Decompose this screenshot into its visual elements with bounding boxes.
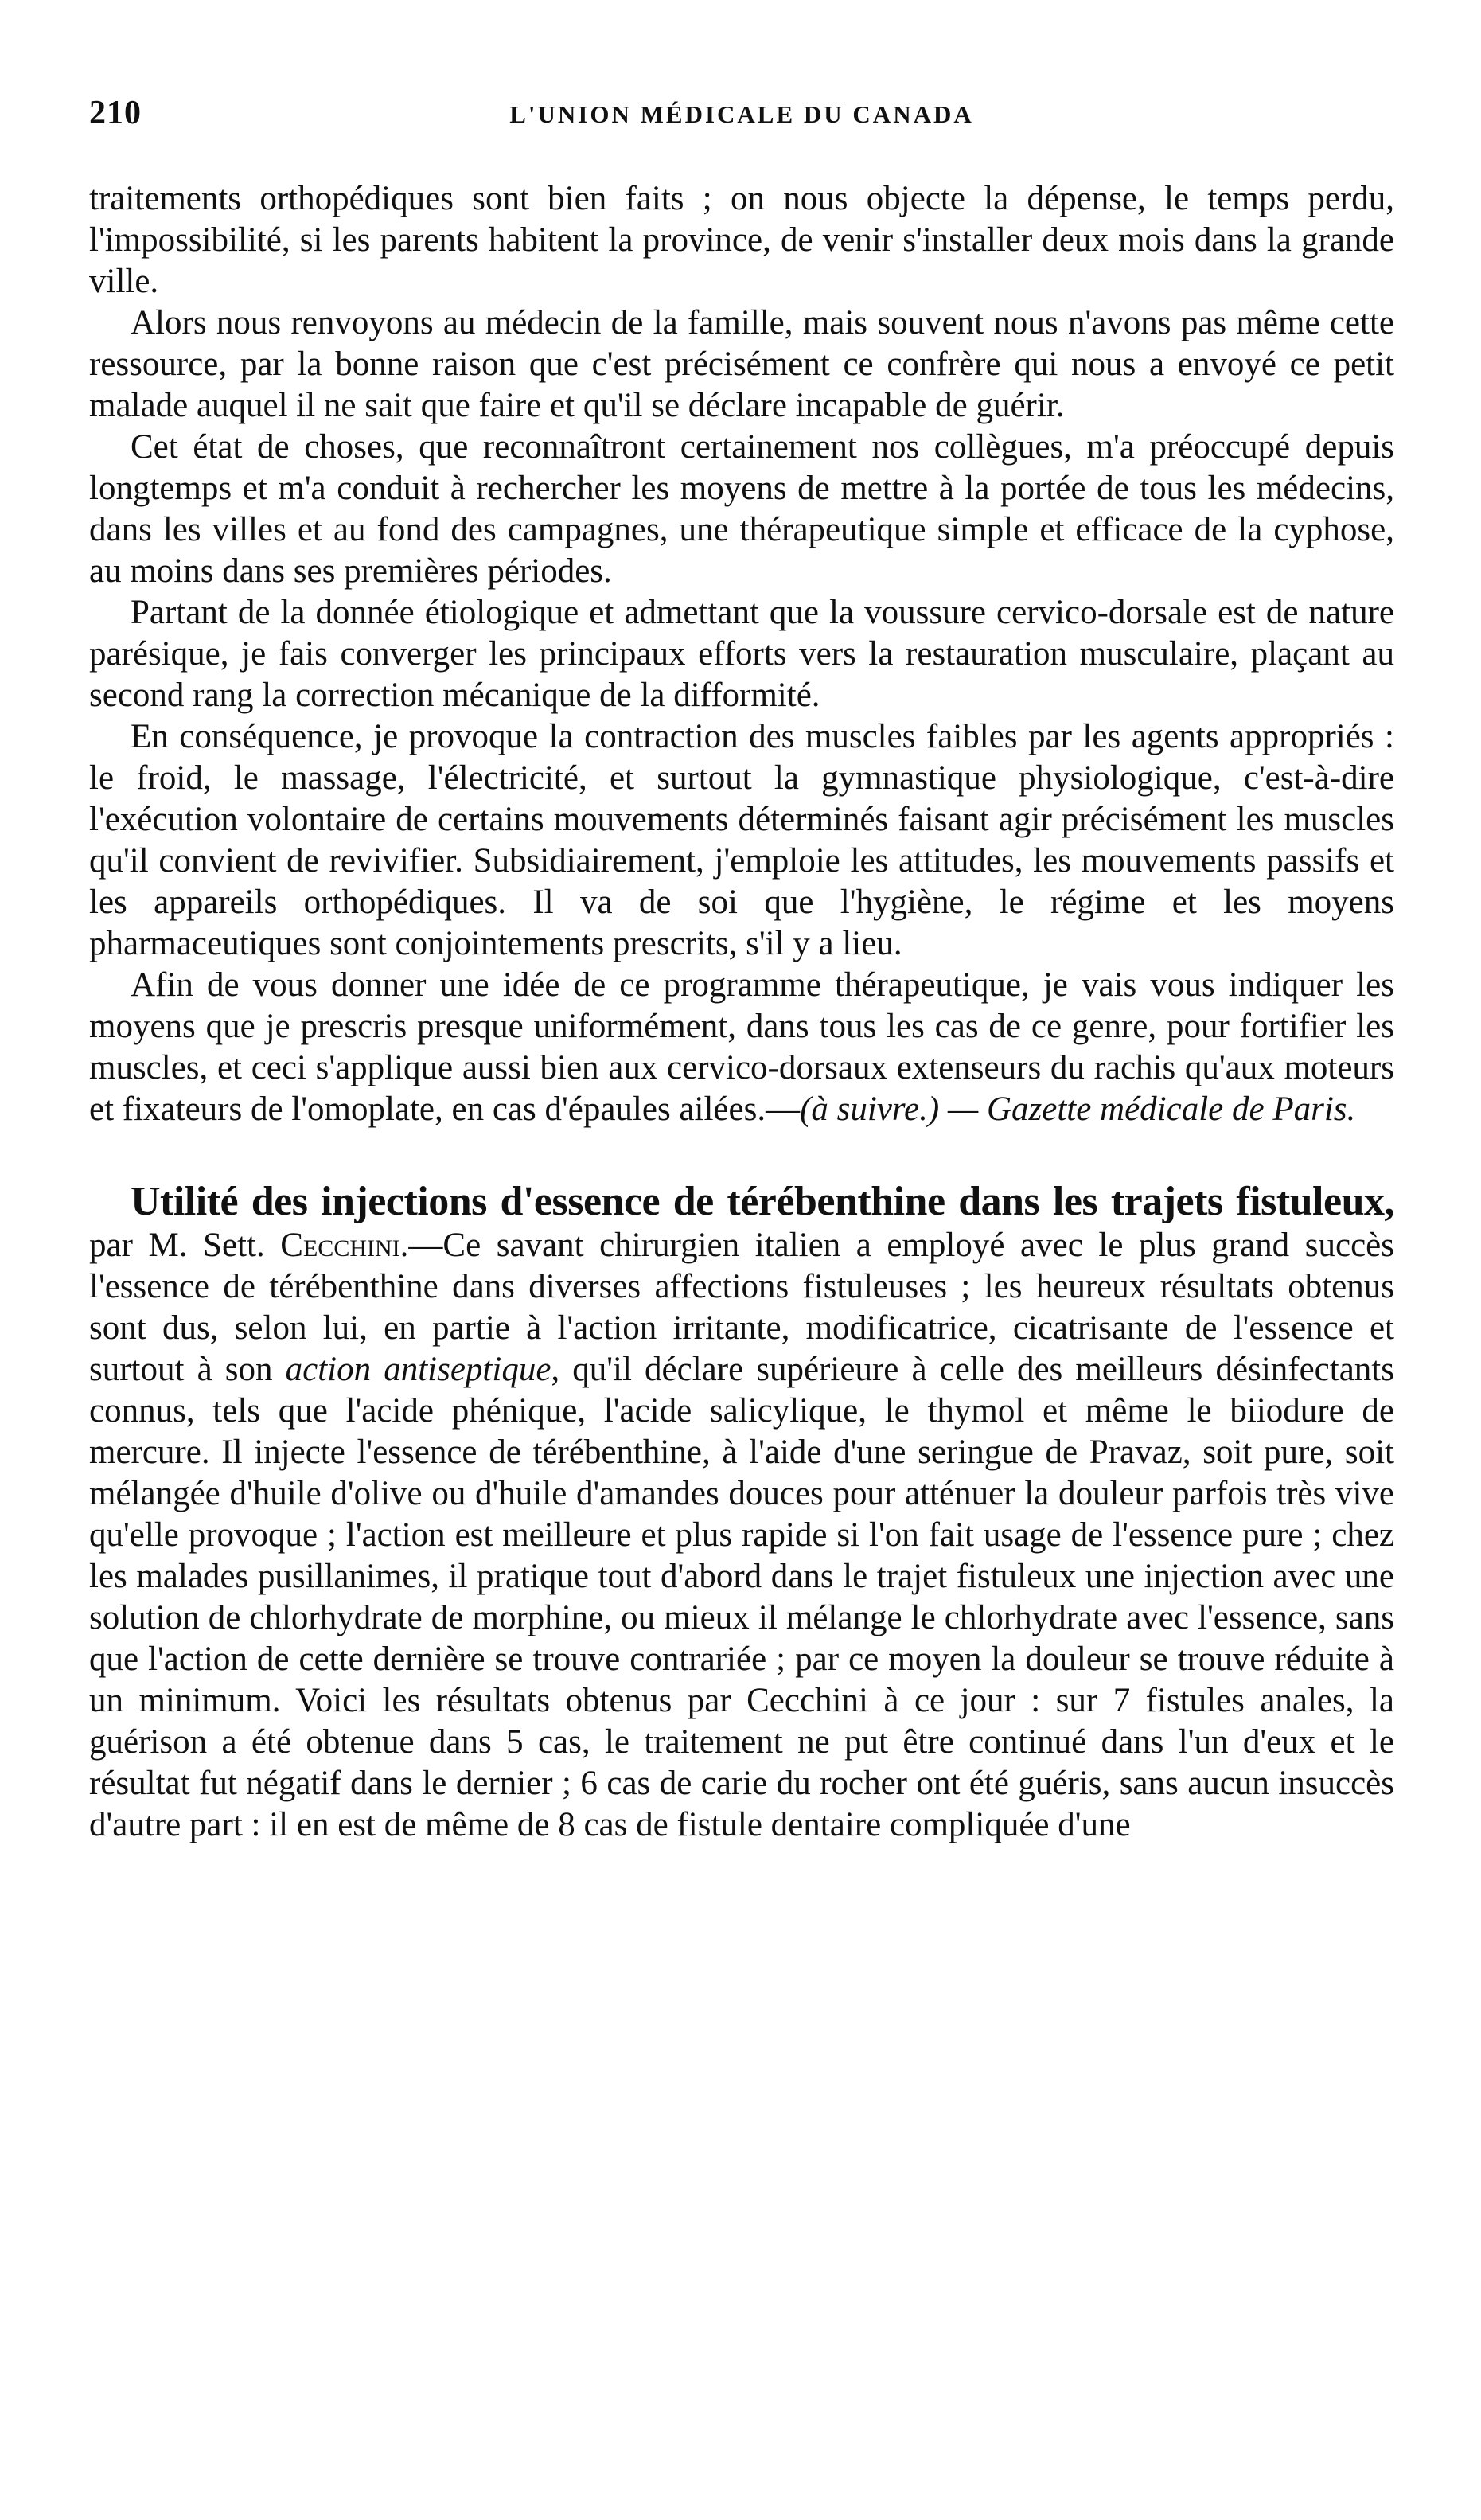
paragraph-text: Afin de vous donner une idée de ce programme thérapeutique, je vais vous indiquer les moyens que je prescris presque uniformément, dans tous les cas de ce genre, pour fortifier les muscles, et ceci s'applique aussi bien aux cervico-dorsaux extenseurs du rachis qu'aux moteurs et fixateurs de l'omoplate, en cas d'épaules ailées.—: [89, 966, 1394, 1128]
emphasis-phrase: action antiseptique: [285, 1351, 551, 1388]
source-citation: (à suivre.) — Gazette médicale de Paris.: [800, 1090, 1356, 1128]
article-title: Utilité des injections d'essence de térébenthine dans les trajets fistuleux,: [131, 1179, 1394, 1224]
running-head: [89, 94, 1394, 142]
paragraph: Partant de la donnée étiologique et admettant que la voussure cervico-dorsale est de nature parésique, je fais converger les principaux efforts vers la restauration musculaire, plaçant au second rang la correction mécanique de la difformité.: [89, 594, 1394, 714]
article-text-continued: , qu'il déclare supérieure à celle des meilleurs désinfectants connus, tels que l'acide phénique, l'acide salicylique, le thymol et même le biiodure de mercure. Il injecte l'essence de térébenthine, à l'aide d'une seringue de Pravaz, soit pure, soit mélangée d'huile d'olive ou d'huile d'amandes douces pour atténuer la douleur parfois très vive qu'elle provoque ; l'action est meilleure et plus rapide si l'on fait usage de l'essence pure ; chez les malades pusillanimes, il pratique tout d'abord dans le trajet fistuleux une injection avec une solution de chlorhydrate de morphine, ou mieux il mélange le chlorhydrate avec l'essence, sans que l'action de cette dernière se trouve contrariée ; par ce moyen la douleur se trouve réduite à un minimum. Voici les résultats obtenus par Cecchini à ce jour : sur 7 fistules anales, la guérison a été obtenue dans 5 cas, le traitement ne put être continué dans l'un d'eux et le résultat fut négatif dans le dernier ; 6 cas de carie du rocher ont été guéris, sans aucun insuccès d'autre part : il en est de même de 8 cas de fistule dentaire compliquée d'une: [89, 1351, 1394, 1843]
paragraph: [89, 965, 1394, 1130]
paragraph: En conséquence, je provoque la contraction des muscles faibles par les agents appropriés : le froid, le massage, l'électricité, et surtout la gymnastique physiologique, c'est-à-dire l'exécution volontaire de certains mouvements déterminés faisant agir précisément les muscles qu'il convient de revivifier. Subsidiairement, j'emploie les attitudes, les mouvements passifs et les appareils orthopédiques. Il va de soi que l'hygiène, le régime et les moyens pharmaceutiques sont conjointements prescrits, s'il y a lieu.: [89, 718, 1394, 962]
journal-title: L'UNION MÉDICALE DU CANADA: [509, 100, 974, 128]
document-page: [89, 94, 1394, 1846]
page-number: 210: [89, 95, 142, 131]
article-text: .—Ce savant chirurgien italien a employé avec le plus grand succès l'essence de térébenthine dans diverses affections fistuleuses ; les heureux résultats obtenus sont dus, selon lui, en partie à l'action irritante, modificatrice, cicatrisante de l'essence et surtout à son: [89, 1227, 1394, 1388]
article-paragraph: [89, 1181, 1394, 1846]
author-name: Cecchini: [280, 1227, 400, 1264]
paragraph: Cet état de choses, que reconnaîtront certainement nos collègues, m'a préoccupé depuis longtemps et m'a conduit à rechercher les moyens de mettre à la portée de tous les médecins, dans les villes et au fond des campagnes, une thérapeutique simple et efficace de la cyphose, au moins dans ses premières périodes.: [89, 428, 1394, 590]
paragraph: traitements orthopédiques sont bien faits ; on nous objecte la dépense, le temps perdu, l'impossibilité, si les parents habitent la province, de venir s'installer deux mois dans la grande ville.: [89, 180, 1394, 300]
paragraph: Alors nous renvoyons au médecin de la famille, mais souvent nous n'avons pas même cette ressource, par la bonne raison que c'est précisément ce confrère qui nous a envoyé ce petit malade auquel il ne sait que faire et qu'il se déclare incapable de guérir.: [89, 304, 1394, 424]
byline-prefix: par M. Sett.: [89, 1227, 281, 1264]
body-text: [89, 178, 1394, 1130]
article-section: [89, 1181, 1394, 1846]
